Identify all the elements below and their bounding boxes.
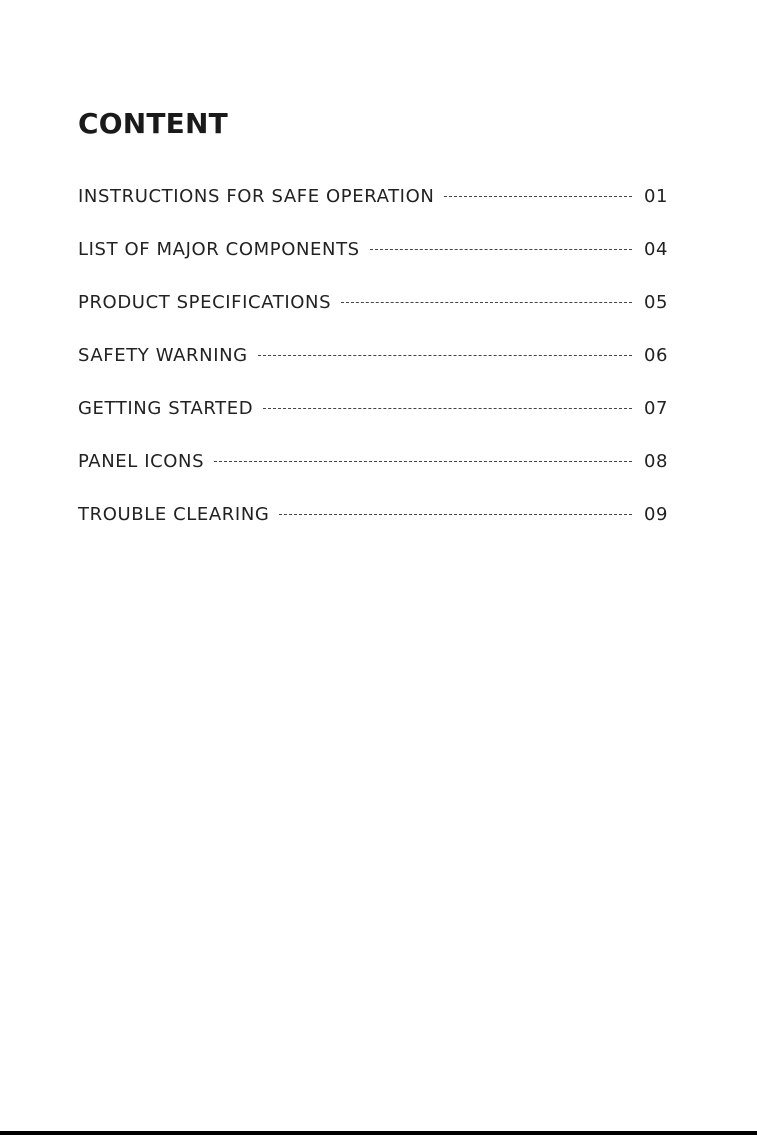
toc-entry-page-number: 05 [644, 291, 669, 313]
toc-entry-page-number: 01 [644, 185, 669, 207]
toc-entry-label: TROUBLE CLEARING [78, 503, 270, 525]
dotted-leader [341, 302, 632, 303]
toc-entry-page-number: 07 [644, 397, 669, 419]
toc-entry-label: PRODUCT SPECIFICATIONS [78, 291, 332, 313]
dotted-leader [444, 196, 632, 197]
dotted-leader [279, 514, 632, 515]
toc-entry-trouble-clearing[interactable] [78, 488, 674, 541]
toc-entry-getting-started[interactable] [78, 382, 674, 435]
dotted-leader [370, 249, 632, 250]
toc-entry-label: LIST OF MAJOR COMPONENTS [78, 238, 360, 260]
toc-entry-safe-operation[interactable] [78, 170, 674, 223]
toc-entry-page-number: 08 [644, 450, 669, 472]
toc-entry-page-number: 09 [644, 503, 669, 525]
table-of-contents [78, 170, 674, 541]
dotted-leader [214, 461, 632, 462]
toc-entry-major-components[interactable] [78, 223, 674, 276]
toc-entry-safety-warning[interactable] [78, 329, 674, 382]
toc-entry-label: SAFETY WARNING [78, 344, 248, 366]
toc-entry-page-number: 04 [644, 238, 669, 260]
toc-entry-label: INSTRUCTIONS FOR SAFE OPERATION [78, 185, 435, 207]
dotted-leader [263, 408, 632, 409]
toc-entry-panel-icons[interactable] [78, 435, 674, 488]
dotted-leader [258, 355, 632, 356]
page-bottom-border [0, 1131, 757, 1135]
toc-entry-product-specifications[interactable] [78, 276, 674, 329]
toc-entry-page-number: 06 [644, 344, 669, 366]
toc-entry-label: GETTING STARTED [78, 397, 254, 419]
page-title: CONTENT [78, 107, 228, 140]
toc-entry-label: PANEL ICONS [78, 450, 205, 472]
